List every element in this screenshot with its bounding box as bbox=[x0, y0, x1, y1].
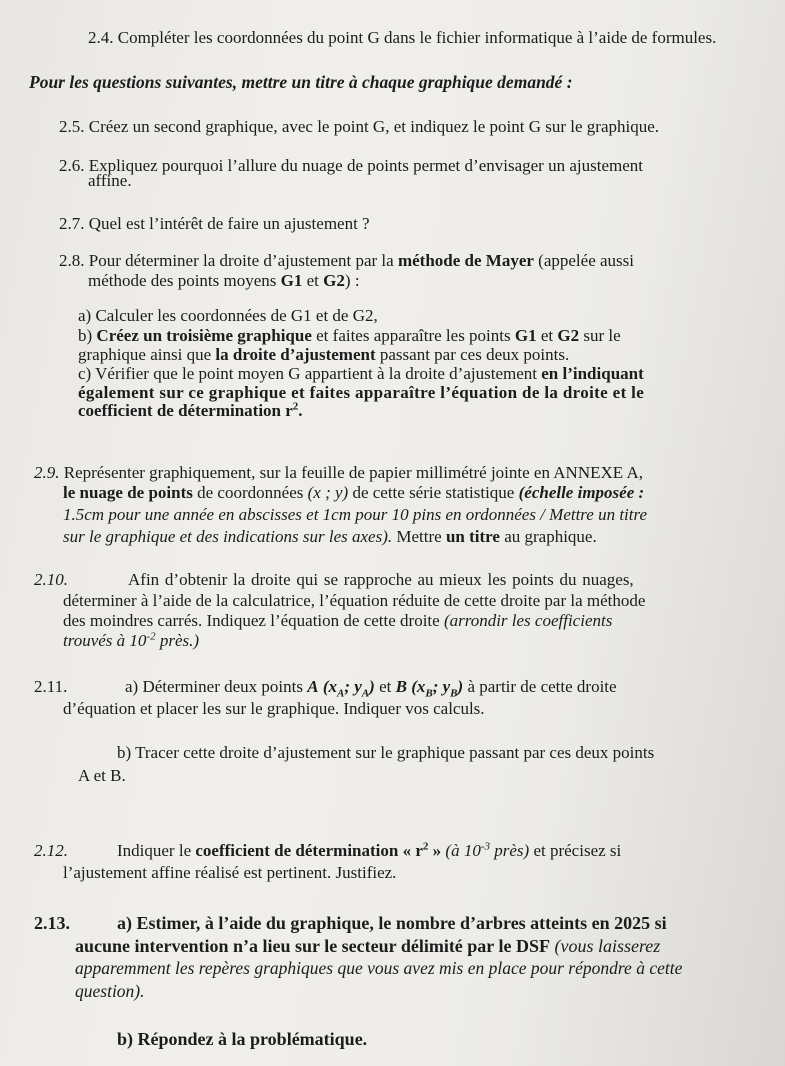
question-2-9-l4: sur le graphique et des indications sur les axes). Mettre un titre au graphique. bbox=[63, 527, 597, 546]
question-2-13-a-l4: question). bbox=[75, 981, 145, 1001]
question-2-11-a-cont: d’équation et placer les sur le graphique. Indiquer vos calculs. bbox=[63, 699, 485, 718]
question-2-11-b-cont: A et B. bbox=[78, 766, 126, 785]
question-text: Créez un second graphique, avec le point G, et indiquez le point G sur le graphique. bbox=[88, 117, 660, 136]
question-2-13-a-l2: aucune intervention n’a lieu sur le secteur délimité par le DSF (vous laisserez bbox=[75, 936, 661, 956]
question-number: 2.4. bbox=[88, 28, 114, 47]
question-2-8-b: b) Créez un troisième graphique et faites apparaître les points G1 et G2 sur le bbox=[78, 326, 621, 345]
question-2-10: Afin d’obtenir la droite qui se rapproche au mieux les points du nuages, bbox=[128, 570, 634, 589]
question-2-6-cont: affine. bbox=[88, 171, 132, 190]
question-2-4 bbox=[88, 27, 716, 48]
question-2-12: Indiquer le coefficient de détermination « $r^2$ » (à $10^{-3}$ près) et précisez si bbox=[117, 840, 622, 860]
question-2-10-l4: trouvés à $10^{-2}$ près.) bbox=[63, 630, 200, 650]
question-2-9-l3: 1.5cm pour une année en abscisses et 1cm pour 10 pins en ordonnées / Mettre un titre bbox=[63, 505, 648, 524]
question-2-10-l3: des moindres carrés. Indiquez l’équation de cette droite (arrondir les coefficients bbox=[63, 611, 613, 630]
question-number: 2.9. bbox=[34, 463, 60, 482]
question-2-8-c-cont: également sur ce graphique et faites apparaître l’équation de la droite et le bbox=[78, 383, 645, 402]
question-number-2-13: 2.13. bbox=[34, 913, 70, 933]
question-2-6 bbox=[59, 155, 643, 176]
question-2-13-b: b) Répondez à la problématique. bbox=[117, 1029, 368, 1049]
question-2-8-line2: méthode des points moyens G1 et G2) : bbox=[88, 271, 360, 290]
question-2-13-a: a) Estimer, à l’aide du graphique, le nombre d’arbres atteints en 2025 si bbox=[117, 913, 667, 933]
question-number: 2.6. bbox=[59, 156, 85, 175]
question-2-12-cont: l’ajustement affine réalisé est pertinent. Justifiez. bbox=[63, 863, 397, 882]
question-number-2-11: 2.11. bbox=[34, 677, 68, 696]
question-2-5 bbox=[59, 116, 659, 137]
question-2-8-c: c) Vérifier que le point moyen G appartient à la droite d’ajustement en l’indiquant bbox=[78, 364, 644, 383]
question-2-11-b: b) Tracer cette droite d’ajustement sur le graphique passant par ces deux points bbox=[117, 743, 655, 762]
question-number-2-12: 2.12. bbox=[34, 841, 68, 860]
question-number: 2.8. bbox=[59, 251, 85, 270]
question-2-10-l2: déterminer à l’aide de la calculatrice, l’équation réduite de cette droite par la méthode bbox=[63, 591, 646, 610]
question-text: Expliquez pourquoi l’allure du nuage de points permet d’envisager un ajustement bbox=[88, 156, 643, 175]
section-intro: Pour les questions suivantes, mettre un titre à chaque graphique demandé : bbox=[29, 72, 573, 92]
question-2-9: 2.9. Représenter graphiquement, sur la feuille de papier millimétré jointe en ANNEXE A, bbox=[34, 463, 643, 482]
question-2-11-a: a) Déterminer deux points A ($x_A$; $y_A$) et B ($x_B$; $y_B$) à partir de cette droite bbox=[125, 677, 617, 700]
question-2-7 bbox=[59, 213, 370, 234]
question-text: Compléter les coordonnées du point G dans le fichier informatique à l’aide de formules. bbox=[117, 28, 717, 47]
question-number: 2.5. bbox=[59, 117, 85, 136]
question-2-8: 2.8. Pour déterminer la droite d’ajustement par la méthode de Mayer (appelée aussi bbox=[59, 251, 634, 270]
question-number-2-10: 2.10. bbox=[34, 570, 68, 589]
question-text: Quel est l’intérêt de faire un ajustement ? bbox=[88, 214, 370, 233]
question-2-8-b-cont: graphique ainsi que la droite d’ajustement passant par ces deux points. bbox=[78, 345, 570, 364]
question-2-13-a-l3: apparemment les repères graphiques que vous avez mis en place pour répondre à cette bbox=[75, 958, 683, 978]
question-2-9-l2: le nuage de points de coordonnées (x ; y) de cette série statistique (échelle imposée : bbox=[63, 483, 645, 502]
question-2-8-a: a) Calculer les coordonnées de G1 et de G2, bbox=[78, 306, 378, 325]
question-2-8-c-end: coefficient de détermination $r^2$. bbox=[78, 400, 303, 420]
question-number: 2.7. bbox=[59, 214, 85, 233]
